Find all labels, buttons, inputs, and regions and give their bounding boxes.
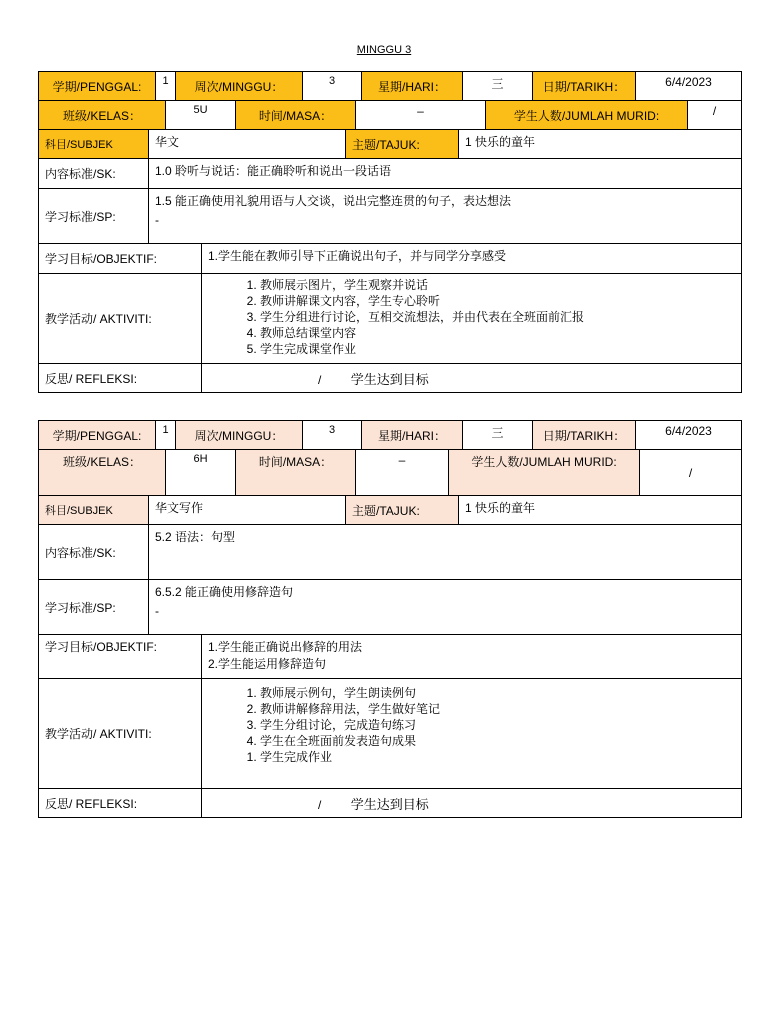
aktiviti-item: 4. 学生在全班面前发表造句成果: [260, 733, 735, 749]
refleksi-label: 反思/ REFLEKSI:: [39, 789, 202, 818]
objektif-value: 1.学生能在教师引导下正确说出句子，并与同学分享感受: [202, 244, 742, 274]
tarikh-value: 6/4/2023: [636, 421, 742, 450]
murid-label: 学生人数/JUMLAH MURID:: [449, 450, 640, 496]
objektif-label: 学习目标/OBJEKTIF:: [39, 244, 202, 274]
aktiviti-list-extra: [208, 749, 735, 765]
tarikh-label: 日期/TARIKH：: [533, 72, 636, 101]
header-row-2: [38, 100, 742, 130]
aktiviti-cell: [202, 274, 742, 364]
sk-label: 内容标准/SK:: [39, 159, 149, 189]
sp-cell: [149, 189, 742, 244]
sp-row: [38, 579, 742, 635]
objektif-row: [38, 634, 742, 679]
sp-dash: -: [155, 213, 159, 227]
refleksi-cell: [202, 364, 742, 393]
kelas-label: 班级/KELAS：: [39, 101, 166, 130]
tajuk-value: 1 快乐的童年: [459, 496, 742, 525]
aktiviti-label: 教学活动/ AKTIVITI:: [39, 274, 202, 364]
refleksi-row: [38, 788, 742, 818]
hari-label: 星期/HARI：: [362, 72, 463, 101]
header-row-1: [38, 420, 742, 450]
masa-value: –: [356, 101, 486, 130]
sp-dash: -: [155, 604, 159, 618]
murid-value: /: [640, 450, 742, 496]
sp-cell: [149, 580, 742, 635]
minggu-value: 3: [303, 72, 362, 101]
hari-value: 三: [463, 72, 533, 101]
refleksi-label: 反思/ REFLEKSI:: [39, 364, 202, 393]
refleksi-separator: /: [318, 797, 322, 812]
hari-label: 星期/HARI：: [362, 421, 463, 450]
aktiviti-row: [38, 678, 742, 789]
sp-row: [38, 188, 742, 244]
sk-row: [38, 524, 742, 580]
tajuk-label: 主题/TAJUK:: [346, 130, 459, 159]
sk-label: 内容标准/SK:: [39, 525, 149, 580]
tajuk-value: 1 快乐的童年: [459, 130, 742, 159]
masa-label: 时间/MASA：: [236, 101, 356, 130]
sk-row: [38, 158, 742, 189]
tarikh-label: 日期/TARIKH：: [533, 421, 636, 450]
subjek-value: 华文写作: [149, 496, 346, 525]
sp-label: 学习标准/SP:: [39, 189, 149, 244]
objektif-cell: [202, 635, 742, 679]
murid-label: 学生人数/JUMLAH MURID:: [486, 101, 688, 130]
kelas-label: 班级/KELAS：: [39, 450, 166, 496]
aktiviti-item: 4. 教师总结课堂内容: [260, 325, 735, 341]
minggu-value: 3: [303, 421, 362, 450]
kelas-value: 6H: [166, 450, 236, 496]
aktiviti-item: 1. 教师展示图片，学生观察并说话: [260, 277, 735, 293]
kelas-value: 5U: [166, 101, 236, 130]
aktiviti-item: 2. 教师讲解修辞用法，学生做好笔记: [260, 701, 735, 717]
aktiviti-item: 3. 学生分组进行讨论，互相交流想法，并由代表在全班面前汇报: [260, 309, 735, 325]
minggu-label: 周次/MINGGU：: [176, 72, 303, 101]
aktiviti-item: 1. 学生完成作业: [260, 749, 735, 765]
aktiviti-cell: [202, 679, 742, 789]
sp-value: 1.5 能正确使用礼貌用语与人交谈，说出完整连贯的句子，表达想法: [155, 194, 512, 208]
refleksi-cell: [202, 789, 742, 818]
objektif-value: 2.学生能运用修辞造句: [208, 657, 327, 671]
aktiviti-item: 3. 学生分组讨论，完成造句练习: [260, 717, 735, 733]
subjek-label: 科目/SUBJEK: [39, 130, 149, 159]
aktiviti-item: 5. 学生完成课堂作业: [260, 341, 735, 357]
hari-value: 三: [463, 421, 533, 450]
aktiviti-list: [208, 277, 735, 357]
penggal-value: 1: [156, 421, 176, 450]
aktiviti-label: 教学活动/ AKTIVITI:: [39, 679, 202, 789]
murid-value: /: [688, 101, 742, 130]
subjek-value: 华文: [149, 130, 346, 159]
aktiviti-list: [208, 685, 735, 749]
subject-row: [38, 495, 742, 525]
objektif-value: 1.学生能正确说出修辞的用法: [208, 640, 363, 654]
refleksi-value: 学生达到目标: [350, 371, 429, 387]
aktiviti-item: 2. 教师讲解课文内容，学生专心聆听: [260, 293, 735, 309]
header-row-1: [38, 71, 742, 101]
subjek-label: 科目/SUBJEK: [39, 496, 149, 525]
minggu-label: 周次/MINGGU：: [176, 421, 303, 450]
tajuk-label: 主题/TAJUK:: [346, 496, 459, 525]
refleksi-value: 学生达到目标: [350, 796, 429, 812]
penggal-label: 学期/PENGGAL:: [39, 421, 156, 450]
objektif-row: [38, 243, 742, 274]
week-title: MINGGU 3: [356, 44, 412, 56]
tarikh-value: 6/4/2023: [636, 72, 742, 101]
penggal-label: 学期/PENGGAL:: [39, 72, 156, 101]
penggal-value: 1: [156, 72, 176, 101]
masa-value: –: [356, 450, 449, 496]
subject-row: [38, 129, 742, 159]
aktiviti-item: 1. 教师展示例句，学生朗读例句: [260, 685, 735, 701]
sk-value: 1.0 聆听与说话：能正确聆听和说出一段话语: [149, 159, 742, 189]
sp-value: 6.5.2 能正确使用修辞造句: [155, 585, 294, 599]
refleksi-row: [38, 363, 742, 393]
header-row-2: [38, 449, 742, 496]
masa-label: 时间/MASA：: [236, 450, 356, 496]
objektif-label: 学习目标/OBJEKTIF:: [39, 635, 202, 679]
aktiviti-row: [38, 273, 742, 364]
refleksi-separator: /: [318, 372, 322, 387]
sp-label: 学习标准/SP:: [39, 580, 149, 635]
sk-value: 5.2 语法：句型: [149, 525, 742, 580]
